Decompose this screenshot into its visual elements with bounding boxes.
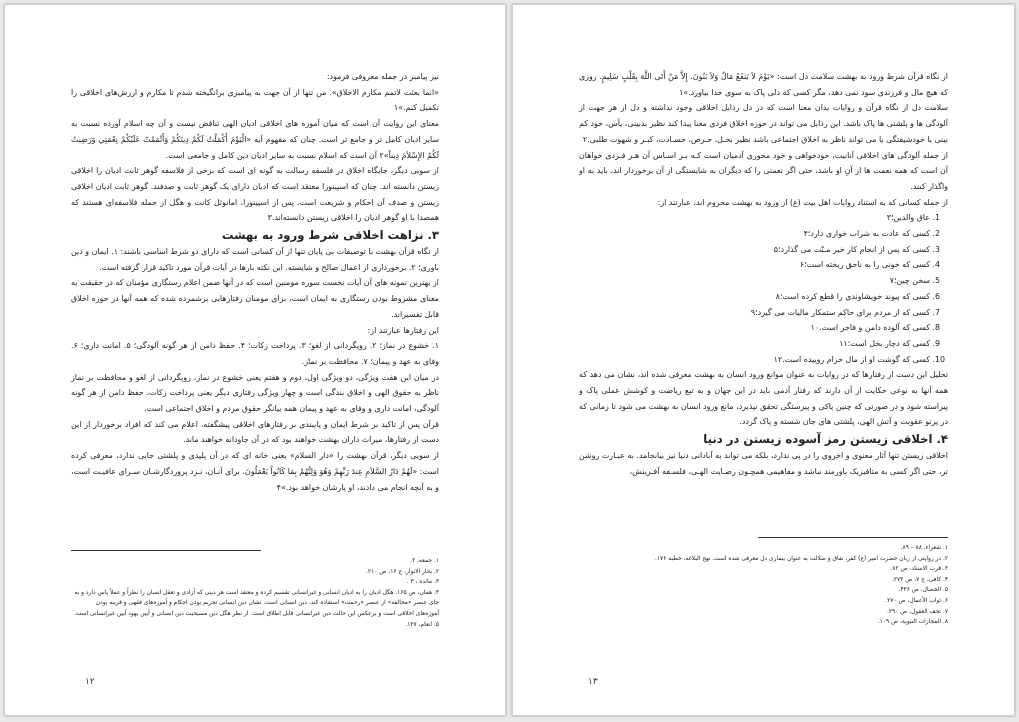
list-item: 7. کسی که از مردم برای حاکم ستمکار مالیات می گیرد؛۹ — [579, 305, 930, 321]
footnote: ۷. تحف العقول، ص ۲۹۰. — [886, 608, 948, 615]
footnote: ۱. شعراء، ۸۸ – ۸۹. — [900, 545, 948, 551]
page-left-body — [71, 69, 439, 495]
paragraph: تحلیل این دست از رفتارها که در روایات به عنوان موانع ورود انسان به بهشت معرفی شده اند، نشان می دهد که همه آنها به نوعی حکایت از آن دارند که رفتار آدمی باید در این جهان و به تبع ریاضت و کوشش عملی پاک و پیراسته شود و در صورتی که چنین پاکی و پیرستگی تحقق نپذیرد، مانع ورود انسان به بهشت می شود تا زمانی که در پرتو عقوبت و آتش الهی، پلشتی های جان شسته و پاک گردد. — [579, 370, 948, 427]
list-item: 5. سخن چین؛۷ — [579, 273, 930, 289]
list-item: 2. کسی که عادت به شراب خواری دارد؛۴ — [579, 226, 930, 242]
paragraph: از جمله کسانی که به استناد روایات اهل بیت (ع) از ورود به بهشت محروم اند، عبارتند از: — [657, 197, 948, 207]
footnote: ۳. مائده ، ۳ . — [406, 579, 439, 586]
paragraph: «انما بعثت لاتمم مکارم الاخلاق». من تنها از آن جهت به پیامبری برانگیخته شدم تا مکارم و ارزش‌های اخلاقی را تکمیل کنم.»۱ — [71, 87, 439, 113]
list-item: 9. کسی که دچار بخل است؛۱۱ — [579, 336, 930, 352]
footnote: ۴. همان، ص ۱۶۵. هگل ادیان را به ادیان انسانی و غیرانسانی تقسیم کرده و معتقد است هر دینی که آزادی و تعقل انسان را نظراً و عملاً پاس دارد و به جای عنصر «مخالفه» از عنصر «رحمت» استفاده کند، دین انسانی است. نشان دین انسانی تحریم بودن احکام و آموزه‌های فقهی و قرینه بودن آموزه‌های اخلاقی است و برعکس این حالت دین غیرانسانی قابل اطلاق است. از نظر هگل دین مسیحیت دین انسانی و آیین یهود آیین غیرانسانی است. — [73, 589, 439, 617]
paragraph: در میان این هفت ویژگی، دو ویژگی اول، دوم و هفتم یعنی خشوع در نماز، رویگردانی از لغو و محافظت بر نماز ناظر به حقوق الهی و اخلاق بندگی است و چهار ویژگی رفتاری دیگر یعنی پرداخت زکات، حفظ دامن از هر گونه آلودگی، امانت داری و وفای به عهد و پیمان همه بیانگر حقوق مردم و اخلاق اجتماعی است. — [71, 372, 439, 414]
paragraph: از بهترین نمونه های آن آیات نخست سوره مومنین است که در آنها ضمن اعلام رستگاری مؤمنان که در حقیقت به معنای مشروط بودن رستگاری به ایمان است، برای مومنان رفتارهایی برشمرده شده که همه آنها در حوزه اخلاق قابل تفسیراند. — [71, 278, 439, 319]
paragraph: ۱. خشوع در نماز؛ ۲. رویگردانی از لغو؛ ۳. پرداخت زکات؛ ۴. حفظ دامن از هر گونه آلودگی؛ ۵. امانت داری؛ ۶. وفای به عهد و پیمان؛ ۷. محافظت بر نماز. — [71, 341, 439, 366]
paragraph: این رفتارها عبارتند از: — [367, 325, 439, 335]
list-item: 3. کسی که پس از انجام کار خیر مـنّت می گذارد؛۵ — [579, 242, 930, 258]
page-right-body — [579, 69, 948, 480]
footnote: ۴. کافی، ج ۷، ص ۲۷۳. — [891, 576, 948, 583]
paragraph: از سویی دیگر، قرآن بهشت را «دار السلام» یعنی خانه ای که در آن پلیدی و پلشتی جایی ندارد، معرفی کرده است: «لَهُمْ دَارُ السَّلاَمِ عِندَ رَبِّهِمْ وَهُوَ وَلِيُّهُمْ بِمَا كَانُواْ يَعْمَلُونَ. برای آنـان، نـزد پروردگارشـان سـرای عافیـت است، و به آنچه انجام می دادند، او یارشان خواهد بود.»۴ — [71, 451, 439, 492]
paragraph: اخلاقی زیستن تنها آثار معنوی و اخروی را در پی ندارد، بلکه می تواند به آبادانی دنیا نیز بیانجامد. به عبـارت روشن تر، حتی اگر کسی به متافیزیک باورمند نباشد و مفاهیمی همچـون رضـایت الهـی، فلسـفه آفـرینش، — [579, 451, 948, 476]
footnote: ۳. قرب الاسناد، ص ۸۲. — [890, 566, 948, 573]
footnote: ۲. در روایتی از زبان حضرت امیر (ع) کفر، نفاق و ضلالت به عنوان بیماری دل معرفی شده است. نهج البلاغه، خطبه ۱۷۶. — [655, 555, 948, 562]
page-number: ۱۲ — [85, 677, 95, 687]
footnotes — [579, 537, 948, 628]
footnote-divider — [758, 537, 948, 538]
footnote: ۵. الخصال، ص ۴۳۶. — [898, 587, 948, 594]
list-item: 8. کسی که آلوده دامن و فاجر است.۱۰ — [579, 320, 930, 336]
paragraph: سلامت دل از نگاه قرآن و روایات بدان معنا است که در دل رذایل اخلاقی وجود نداشته و دل از هر جهت از آلودگی ها و پلشتی ها پاک باشد. این رذایل می تواند در حوزه اخلاق فردی معنا پیدا کند نظیر بدبینی، یأس، خود کم بینی یا خودشیفتگی یا می تواند ناظر به اخلاق اجتماعی باشد نظیر بخـل، حـرص، حسـادت، کبـر و شهوت طلبی.۲ — [579, 103, 948, 144]
footnote: ۵. انعام، ۱۲۷. — [405, 621, 439, 628]
list-item: 1. عاق والدین؛۳ — [579, 210, 930, 226]
page-left — [4, 4, 506, 716]
footnote: ۱. جمعه، ۲. — [410, 558, 439, 564]
footnote: ۶. ثواب الأعمال، ص ۲۷۰. — [885, 597, 948, 604]
page-number: ۱۳ — [588, 677, 598, 687]
paragraph: از نگاه قرآن شرط ورود به بهشت سلامت دل است: «يَوْمَ لاَ يَنفَعُ مَالٌ وَلاَ بَنُونَ. إِلاَّ مَنْ أَتَى اللَّهَ بِقَلْبٍ سَلِيمٍ. روزی که هیچ مال و فرزندی سود نمی دهد، مگر کسی که دلی پاک به سوی خدا بیاورد.»۱ — [579, 72, 948, 97]
footnote: ۸. المجازات النبویة، ص ۱۰۹. — [877, 619, 948, 626]
list-item: 4. کسی که خونی را به ناحق ریخته است؛۶ — [579, 257, 930, 273]
paragraph: از سویی دیگر، جایگاه اخلاق در فلسفه رسالت به گونه ای است که برخی از فلاسفه گوهر ثابت ادیان را اخلاقی زیستن دانسته اند. چنان که اسپینوزا معتقد است که ادیان دارای یک گوهر ثابت و صدفند. گوهر ثابت ادیان اخلاقی زیستن و صدف آن احکام و شریعت است. پس از اسپینوزا، امانوئل کانت و هگل از جمله فلاسفه‌ای هستند که همصدا با او گوهر ادیان را اخلاقی زیستن دانسته‌اند.۳ — [71, 166, 439, 223]
numbered-list — [579, 210, 948, 367]
page-right — [512, 4, 1015, 716]
paragraph: از نگاه قرآن بهشت با توصیفات بی پایان تنها از آن کسانی است که دارای دو شرط اساسی باشند: ۱. ایمان و دین باوری؛ ۲. برخورداری از اعمال صالح و شایسته. این نکته بارها در آیات قرآن مورد تاکید قرار گرفته است. — [71, 247, 439, 272]
footnotes — [71, 550, 439, 630]
paragraph: معنای این روایت آن است که میان آموزه های اخلاقی ادیان الهی تناقض نیست و آن چه اسلام آورده نسبت به سایر ادیان کامل تر و جامع تر است. چنان که مفهوم آیه «الْيَوْمَ أَكْمَلْتُ لَكُمْ دِينَكُمْ وَأَتْمَمْتُ عَلَيْكُمْ نِعْمَتِي وَرَضِيتُ لَكُمُ الإِسْلاَمَ دِيناً»۲ آن است که اسلام نسبت به سایر ادیان دین کامل و جامعی است. — [71, 119, 439, 160]
section-heading: ۴. اخلاقی زیستن رمز آسوده زیستن در دنیا — [703, 432, 948, 447]
section-heading: ۳. نزاهت اخلاقی شرط ورود به بهشت — [221, 228, 439, 243]
footnote-divider — [71, 550, 261, 551]
paragraph: از جمله آلودگی های اخلاقی آنانیت، خودخواهی و خود محوری آدمیان است کـه بـر اسـاس آن هـر فـردی خواهان آن است که همه نعمت ها از آنِ او باشد، حتی اگر نعمتی را که دیگران به شایستگی از آن برخوردار اند، باید به او واگذار کنند. — [579, 150, 948, 191]
paragraph: نیز پیامبر در جمله معروفی فرمود: — [326, 72, 439, 81]
list-item: 6. کسی که پیوند خویشاوندی را قطع کرده است؛۸ — [579, 289, 930, 305]
footnote: ۲. بحار الانوار، ج ۱۶، ص ۲۱۰. — [366, 568, 439, 575]
list-item: 10. کسی که گوشت او از مال حرام روییده است.۱۲ — [579, 352, 930, 368]
paragraph: قرآن پس از تاکید بر شرط ایمان و پایبندی بر رفتارهای اخلاقی پیشگفته، اعلام می کند که افراد برخوردار از این دست از رفتارها، میراث داران بهشت خواهند بود که در آن جاودانه خواهند ماند. — [71, 419, 439, 445]
